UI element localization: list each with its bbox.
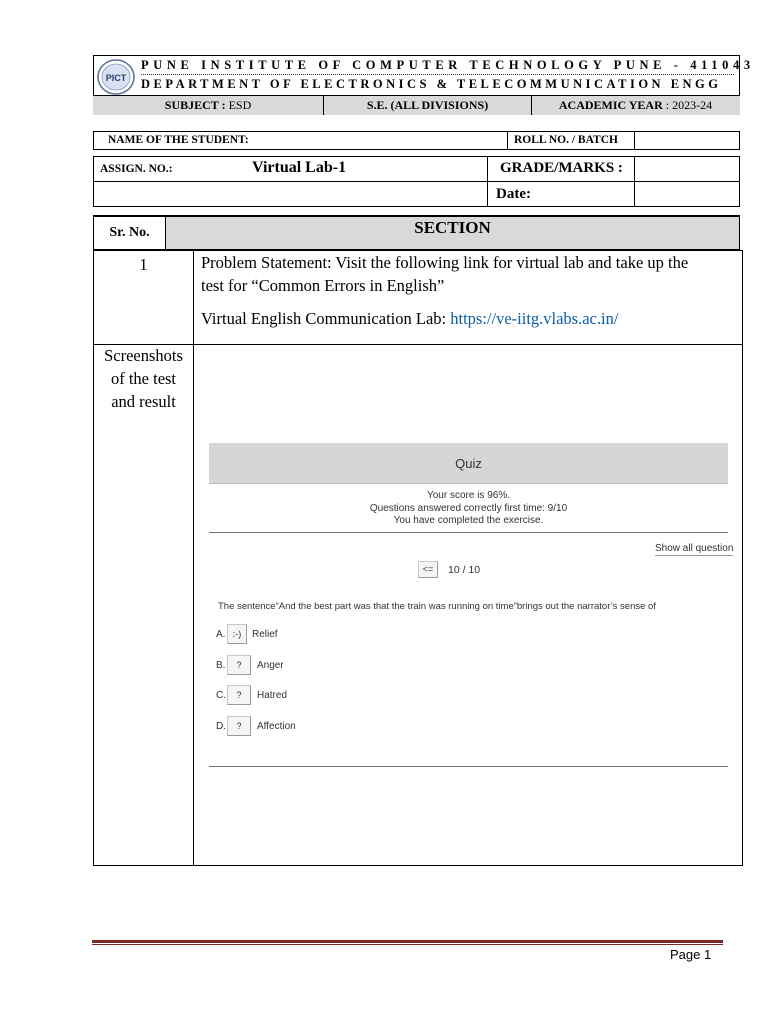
subject-cell: SUBJECT : ESD xyxy=(164,98,252,112)
assign-no-label: ASSIGN. NO.: xyxy=(100,163,173,175)
student-name-label: NAME OF THE STUDENT: xyxy=(108,134,249,146)
row2-label-line3: and result xyxy=(111,392,176,411)
grade-cell xyxy=(487,156,635,182)
row2-label-cell xyxy=(93,344,194,866)
page-number: Page 1 xyxy=(670,947,712,962)
prev-question-button[interactable]: <= xyxy=(418,561,438,578)
blank-cell xyxy=(93,181,488,207)
academic-year-value: : 2023-24 xyxy=(665,98,713,112)
option-c-button[interactable]: ? xyxy=(227,685,251,705)
roll-no-value-cell xyxy=(634,131,740,150)
quiz-divider-top xyxy=(209,532,728,533)
divisions-cell: S.E. (ALL DIVISIONS) xyxy=(366,98,489,112)
academic-year-cell: ACADEMIC YEAR : 2023-24 xyxy=(558,98,713,112)
option-b-text: Anger xyxy=(257,660,284,671)
logo-text: PICT xyxy=(105,73,127,83)
subject-row xyxy=(93,95,740,115)
date-value-cell xyxy=(634,181,740,207)
lab-line xyxy=(201,307,618,331)
department-name: DEPARTMENT OF ELECTRONICS & TELECOMMUNICATION ENGG xyxy=(141,77,722,91)
option-b-button[interactable]: ? xyxy=(227,655,251,675)
roll-no-cell xyxy=(507,131,635,150)
lab-label: Virtual English Communication Lab: xyxy=(201,309,451,328)
problem-statement-line1: Problem Statement: Visit the following link for virtual lab and take up the xyxy=(201,253,689,272)
institute-logo xyxy=(96,58,136,96)
footer-rule-thin xyxy=(92,944,723,945)
option-a-button[interactable]: :-) xyxy=(227,624,247,644)
option-c-letter: C. xyxy=(216,690,226,701)
quiz-title-bar: Quiz xyxy=(209,443,728,484)
row1-number: 1 xyxy=(139,255,148,274)
grade-value-cell xyxy=(634,156,740,182)
date-cell xyxy=(487,181,635,207)
roll-no-label: ROLL NO. / BATCH xyxy=(514,134,618,146)
quiz-score: Your score is 96%. xyxy=(426,490,510,501)
row2-label-line1: Screenshots xyxy=(104,346,183,365)
problem-statement-line2: test for “Common Errors in English” xyxy=(201,276,445,295)
header-divider xyxy=(141,74,734,75)
footer-rule xyxy=(92,940,723,943)
question-text: The sentence“And the best part was that the train was running on time”brings out the narrator’s sense of xyxy=(218,601,656,612)
date-label: Date: xyxy=(496,186,531,202)
question-counter: 10 / 10 xyxy=(448,564,481,576)
subject-value: ESD xyxy=(228,98,252,112)
student-name-cell xyxy=(93,131,508,150)
show-all-questions-link[interactable]: Show all question xyxy=(655,543,734,554)
quiz-divider-bottom xyxy=(209,766,728,767)
lab-link[interactable]: https://ve-iitg.vlabs.ac.in/ xyxy=(450,309,619,328)
row1-number-cell xyxy=(93,250,194,345)
option-b-letter: B. xyxy=(216,660,226,671)
sr-no-header: Sr. No. xyxy=(94,217,166,249)
option-c-text: Hatred xyxy=(257,690,288,701)
grade-label: GRADE/MARKS : xyxy=(500,160,623,176)
assign-no-cell xyxy=(93,156,488,182)
quiz-completed: You have completed the exercise. xyxy=(393,515,544,526)
option-d-text: Affection xyxy=(257,721,296,732)
option-a-letter: A. xyxy=(216,629,226,640)
quiz-answered: Questions answered correctly first time: 9/10 xyxy=(369,503,568,514)
option-a-text: Relief xyxy=(252,629,278,640)
institute-name: PUNE INSTITUTE OF COMPUTER TECHNOLOGY PUNE - 411043 xyxy=(141,58,755,72)
assign-no-value: Virtual Lab-1 xyxy=(252,159,347,176)
option-d-letter: D. xyxy=(216,721,226,732)
problem-statement-cell xyxy=(193,250,743,345)
section-header: SECTION xyxy=(166,217,739,249)
option-d-button[interactable]: ? xyxy=(227,716,251,736)
row2-label-line2: of the test xyxy=(110,369,177,388)
